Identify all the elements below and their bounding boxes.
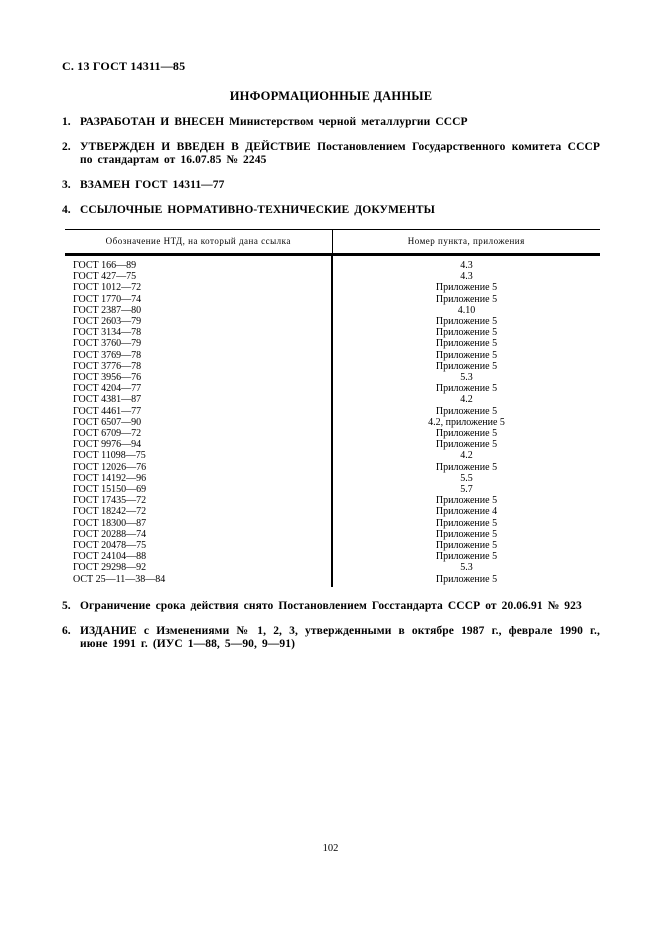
table-row xyxy=(65,439,600,450)
reference-cell: 4.3 xyxy=(460,260,473,271)
reference-cell: Приложение 5 xyxy=(435,360,498,372)
reference-cell: Приложение 5 xyxy=(435,327,498,339)
ntd-designation-cell: ГОСТ 20288—74 xyxy=(65,529,332,540)
ntd-designation-cell: ГОСТ 9976—94 xyxy=(65,439,332,450)
table-row xyxy=(65,350,600,361)
item-number: 4. xyxy=(62,204,71,216)
reference-cell: 5.5 xyxy=(460,472,473,484)
list-item-3 xyxy=(62,179,600,192)
list-item-4 xyxy=(62,204,600,217)
ntd-designation-cell: ГОСТ 4461—77 xyxy=(65,406,332,417)
table-row xyxy=(65,383,600,394)
ntd-designation-cell: ГОСТ 166—89 xyxy=(65,255,332,272)
ntd-designation-cell: ГОСТ 3760—79 xyxy=(65,338,332,349)
table-row xyxy=(65,406,600,417)
reference-cell: Приложение 5 xyxy=(435,316,498,328)
column-header-reference: Номер пункта, приложения xyxy=(332,230,600,255)
reference-cell: 5.7 xyxy=(460,484,473,496)
reference-cell: 4.10 xyxy=(457,304,476,316)
item-number: 1. xyxy=(62,116,71,128)
ntd-designation-cell: ГОСТ 1770—74 xyxy=(65,294,332,305)
ntd-designation-cell: ГОСТ 24104—88 xyxy=(65,551,332,562)
ntd-designation-cell: ГОСТ 14192—96 xyxy=(65,473,332,484)
reference-cell: Приложение 5 xyxy=(435,349,498,361)
table-row xyxy=(65,417,600,428)
table-row xyxy=(65,372,600,383)
table-row xyxy=(65,255,600,272)
ntd-designation-cell: ГОСТ 11098—75 xyxy=(65,450,332,461)
table-row xyxy=(65,574,600,587)
table-row xyxy=(65,562,600,573)
reference-cell: Приложение 5 xyxy=(435,551,498,563)
reference-cell: Приложение 5 xyxy=(435,293,498,305)
page-title: ИНФОРМАЦИОННЫЕ ДАННЫЕ xyxy=(229,89,433,103)
table-row xyxy=(65,316,600,327)
ntd-designation-cell: ГОСТ 4381—87 xyxy=(65,394,332,405)
reference-cell: 5.3 xyxy=(460,562,473,574)
table-row xyxy=(65,394,600,405)
ntd-designation-cell: ГОСТ 29298—92 xyxy=(65,562,332,573)
table-row xyxy=(65,305,600,316)
ntd-designation-cell: ГОСТ 3956—76 xyxy=(65,372,332,383)
reference-cell: Приложение 5 xyxy=(435,282,498,294)
table-row xyxy=(65,495,600,506)
ntd-designation-cell: ГОСТ 18300—87 xyxy=(65,518,332,529)
list-item-5 xyxy=(62,600,600,613)
reference-cell: Приложение 5 xyxy=(435,528,498,540)
item-number: 5. xyxy=(62,599,71,612)
list-item-6 xyxy=(62,625,600,651)
table-row xyxy=(65,518,600,529)
item-text: ССЫЛОЧНЫЕ НОРМАТИВНО-ТЕХНИЧЕСКИЕ ДОКУМЕНТЫ xyxy=(80,204,436,216)
reference-cell: Приложение 5 xyxy=(435,573,498,585)
ntd-designation-cell: ГОСТ 3769—78 xyxy=(65,350,332,361)
table-row xyxy=(65,462,600,473)
item-text: ВЗАМЕН ГОСТ 14311—77 xyxy=(80,179,225,191)
ntd-designation-cell: ГОСТ 15150—69 xyxy=(65,484,332,495)
item-text: РАЗРАБОТАН И ВНЕСЕН Министерством черной металлургии СССР xyxy=(80,116,468,128)
reference-cell: 4.2, приложение 5 xyxy=(428,416,505,428)
reference-cell: 4.3 xyxy=(460,271,473,283)
table-row xyxy=(65,271,600,282)
table-row xyxy=(65,529,600,540)
ntd-designation-cell: ГОСТ 17435—72 xyxy=(65,495,332,506)
ntd-designation-cell: ГОСТ 6709—72 xyxy=(65,428,332,439)
table-row xyxy=(65,506,600,517)
item-text: УТВЕРЖДЕН И ВВЕДЕН В ДЕЙСТВИЕ Постановлением Государственного комитета СССР по стандартам от 16.07.85 № 2245 xyxy=(80,141,600,166)
references-table xyxy=(65,229,600,587)
item-number: 6. xyxy=(62,624,71,637)
reference-cell: Приложение 5 xyxy=(435,338,498,350)
table-body xyxy=(65,255,600,587)
reference-cell: Приложение 5 xyxy=(435,383,498,395)
reference-cell: Приложение 5 xyxy=(435,405,498,417)
reference-cell: 5.3 xyxy=(460,372,473,384)
table-row xyxy=(65,540,600,551)
ntd-designation-cell: ГОСТ 3134—78 xyxy=(65,327,332,338)
reference-cell: 4.2 xyxy=(460,394,473,406)
ntd-designation-cell: ГОСТ 1012—72 xyxy=(65,282,332,293)
table-row xyxy=(65,294,600,305)
ntd-designation-cell: ГОСТ 12026—76 xyxy=(65,462,332,473)
table-row xyxy=(65,428,600,439)
reference-cell: Приложение 5 xyxy=(435,439,498,451)
page-number: 102 xyxy=(322,843,339,854)
ntd-designation-cell: ГОСТ 20478—75 xyxy=(65,540,332,551)
document-header: С. 13 ГОСТ 14311—85 xyxy=(62,59,186,73)
item-text: Ограничение срока действия снято Постановлением Госстандарта СССР от 20.06.91 № 923 xyxy=(80,599,582,612)
reference-cell: 4.2 xyxy=(460,450,473,462)
table-row xyxy=(65,361,600,372)
column-header-ntd: Обозначение НТД, на который дана ссылка xyxy=(65,230,332,255)
ntd-designation-cell: ГОСТ 427—75 xyxy=(65,271,332,282)
list-item-1 xyxy=(62,116,600,129)
table-row xyxy=(65,327,600,338)
reference-cell: Приложение 5 xyxy=(435,461,498,473)
ntd-designation-cell: ОСТ 25—11—38—84 xyxy=(65,574,332,587)
ntd-designation-cell: ГОСТ 4204—77 xyxy=(65,383,332,394)
table-row xyxy=(65,551,600,562)
table-row xyxy=(65,473,600,484)
item-number: 3. xyxy=(62,179,71,191)
ntd-designation-cell: ГОСТ 2603—79 xyxy=(65,316,332,327)
table-row xyxy=(65,450,600,461)
item-text: ИЗДАНИЕ с Изменениями № 1, 2, 3, утвержденными в октябре 1987 г., феврале 1990 г., июне 1991 г. (ИУС 1—88, 5—90, 9—91) xyxy=(80,624,600,650)
table-row xyxy=(65,484,600,495)
list-item-2 xyxy=(62,141,600,167)
table-header-row xyxy=(65,230,600,255)
ntd-designation-cell: ГОСТ 3776—78 xyxy=(65,361,332,372)
ntd-designation-cell: ГОСТ 2387—80 xyxy=(65,305,332,316)
ntd-designation-cell: ГОСТ 6507—90 xyxy=(65,417,332,428)
table-row xyxy=(65,338,600,349)
ntd-designation-cell: ГОСТ 18242—72 xyxy=(65,506,332,517)
reference-cell: Приложение 5 xyxy=(435,428,498,440)
reference-cell: Приложение 5 xyxy=(435,540,498,552)
reference-cell: Приложение 5 xyxy=(435,517,498,529)
reference-cell: Приложение 4 xyxy=(435,506,498,518)
item-number: 2. xyxy=(62,141,71,153)
reference-cell: Приложение 5 xyxy=(435,495,498,507)
table-row xyxy=(65,282,600,293)
